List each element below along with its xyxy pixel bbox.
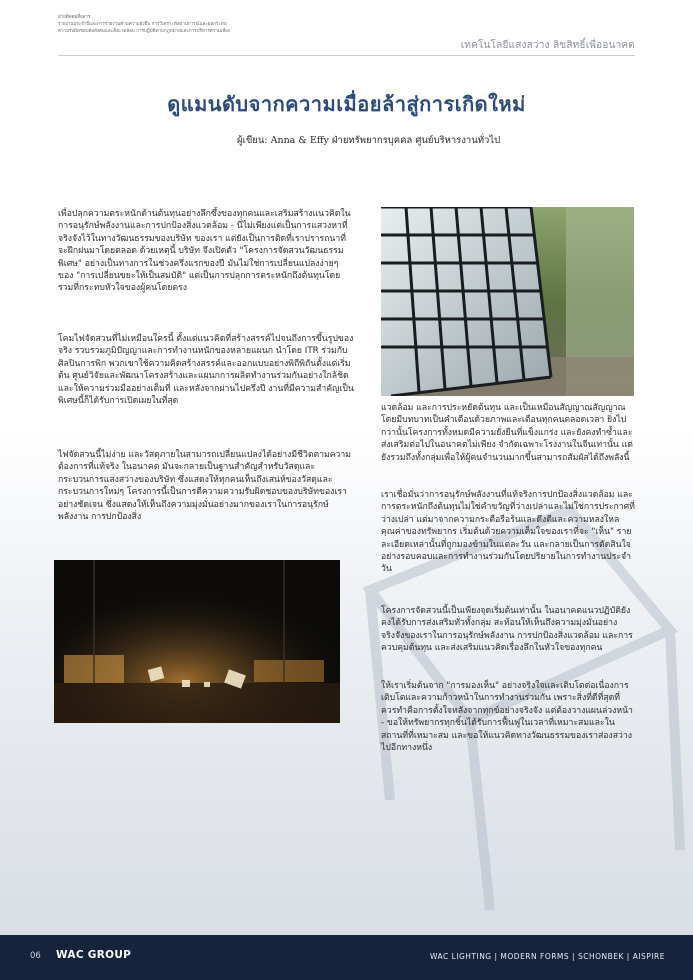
lanterns-night-photo <box>54 560 340 723</box>
article-title: ดูแมนดับจากความเมื่อยล้าสู่การเกิดใหม่ <box>167 92 526 116</box>
header-divider <box>58 55 635 56</box>
paragraph-7: ให้เราเริ่มต้นจาก "การมองเห็น" อย่างจริงใจและเติบโตต่อเนื่องการเติบโตและความก้าวหน้าในการทำงานร่วมกัน เพราะสิ่งที่ดีที่สุดที่ควรทำคือการตั้งใจหลังจากทุกข์อย่างจริงจัง แต่ต้องวางแผนล่วงหน้า - ขอให้ทรัพยากรทุกชิ้นได้รับการฟื้นฟูในเวลาที่เหมาะสมและในสถานที่ที่เหมาะสม และขอให้แนวคิดทางวัฒนธรรมของเราส่องสว่างไปอีกทางหนึ่ง <box>381 681 633 754</box>
paragraph-4: แวดล้อม และการประหยัดต้นทุน และเป็นเหมือนสัญญาณสัญญาณ โดยมีบทบาทเป็นคำเตือนด้วยภาพและเตือนทุกคนตลอดเวลา ยิ่งไปกว่านั้นโครงการทั้งหมดมีความยั่งยืนที่แข็งแกร่ง และยังคงทำซ้ำและส่งเสริมต่อไปในอนาคตไม่เพียง จำกัดเฉพาะโรงงานในจีนเท่านั้น แต่ยังรวมถึงทั้งกลุ่มเพื่อให้ผู้คนจำนวนมากขึ้นสามารถสัมผัสได้ถึงพลังนี้ <box>381 403 633 463</box>
header-left-line: ความรับผิดชอบต่อสังคมและสิ่งแวดล้อม การปฏิบัติตามกฎหมายและการบริหารความเสี่ยง <box>58 29 230 34</box>
lantern-cube-day-photo <box>381 207 634 396</box>
page-number: 06 <box>30 951 41 961</box>
paragraph-6: โครงการจัดสวนนี้เป็นเพียงจุดเริ่มต้นเท่านั้น ในอนาคตแนวปฏิบัติยังคงได้รับการส่งเสริมทั่วทั้งกลุ่ม สะท้อนให้เห็นถึงความมุ่งมั่นอย่างจริงจังของเราในการอนุรักษ์พลังงาน การปกป้องสิ่งแวดล้อม และการควบคุมต้นทุน และส่งเสริมแนวคิดเรื่องลึกในหัวใจของทุกคน <box>381 606 633 654</box>
paragraph-2: โคมไฟจัดสวนที่ไม่เหมือนใครนี้ ตั้งแต่แนวคิดที่สร้างสรรค์ไปจนถึงการขึ้นรูปของจริง รวบรวมภูมิปัญญาและการทำงานหนักของหลายแผนก นำโดย ITR ร่วมกับศิลปินการพิก พวกเขาใช้ความคิดสร้างสรรค์และออกแบบอย่างพิถีพิถันตั้งแต่เริ่มต้น ศูนย์วิจัยและพัฒนาโครงสร้างและแผนกการผลิตทำงานร่วมกันอย่างใกล้ชิดและให้ความร่วมมืออย่างเต็มที่ และหลังจากผ่านไปครึ่งปี งานที่มีความสำคัญเป็นพิเศษนี้ก็ได้รับการเปิดเผยในที่สุด <box>58 334 354 407</box>
article-author: ผู้เขียน: Anna & Effy ฝ่ายทรัพยากรบุคคล ศูนย์บริหารงานทั่วไป <box>237 135 501 146</box>
header-right-title: เทคโนโลยีแสงสว่าง ลิขสิทธิ์เพื่ออนาคต <box>460 40 635 51</box>
header-left-line: ฝ่ายติดต่อสื่อสาร <box>58 15 91 20</box>
wac-group-logo: WAC GROUP <box>56 949 132 961</box>
header-left-text <box>58 14 358 35</box>
header-left-line: รายงานประจำปีและการรายงานด้านความยั่งยืน การวิเคราะห์สถานการณ์และผลกระทบ <box>58 22 227 27</box>
paragraph-5: เราเชื่อมั่นว่าการอนุรักษ์พลังงานที่แท้จริงการปกป้องสิ่งแวดล้อม และการตระหนักถึงต้นทุนไม่ใช่คำขวัญที่ว่างเปล่าและไม่ใช่การประกาศที่ว่างเปล่า แต่มาจากความกระตือรือร้นและดึงดีและความหลงใหลคุณค่าของทรัพยากร เริ่มต้นด้วยความเต็มใจของเราที่จะ "เห็น" รายละเอียดเหล่านั้นที่ถูกมองข้ามในแต่ละวัน และกลายเป็นการตัดสินใจอย่างรอบคอบและการทำงานร่วมกันโดยปริยายในการทำงานประจำวัน <box>381 490 635 575</box>
footer-brands: WAC LIGHTING | MODERN FORMS | SCHONBEK | AISPIRE <box>429 952 665 961</box>
paragraph-1: เพื่อปลุกความตระหนักด้านต้นทุนอย่างลึกซึ้งของทุกคนและเสริมสร้างแนวคิดในการอนุรักษ์พลังงานและการปกป้องสิ่งแวดล้อม - นี่ไม่เพียงแต่เป็นการแสวงหาที่จริงจังไว้ในทางวัฒนธรรมของบริษัท ของเรา แต่ยังเป็นการติดที่เราปรารถนาที่จะฝึกฝนมาโดยตลอด ด้วยเหตุนี้ บริษัท จึงเปิดตัว "โครงการจัดสวนวัฒนธรรมพิเศษ" อย่างเป็นทางการในช่วงครึ่งแรกของปี มันไม่ใช่การเปลี่ยนแปลงง่ายๆ ของ "การเปลี่ยนขยะให้เป็นสมบัติ" แต่เป็นการปลุกการตระหนักถึงต้นทุนโดยรวมที่กระทบหัวใจของผู้คนโดยตรง <box>58 209 351 294</box>
paragraph-3: ไฟจัดสวนนี้ไม่ง่าย และวัสดุภายในสามารถเปลี่ยนแปลงได้อย่างมีชีวิตตามความต้องการที่แท้จริง ในอนาคต มันจะกลายเป็นฐานสำคัญสำหรับวัสดุและกระบวนการแสงสว่างของบริษัท ซึ่งแสดงให้ทุกคนเห็นถึงเสน่ห์ของวัสดุและกระบวนการใหม่ๆ โครงการนี้เป็นการตีความความรับผิดชอบของบริษัทของเราอย่างชัดเจน ซึ่งแสดงให้เห็นถึงความมุ่งมั่นอย่างมากของเราในการอนุรักษ์พลังงาน การปกป้องสิ่ง <box>58 450 352 523</box>
